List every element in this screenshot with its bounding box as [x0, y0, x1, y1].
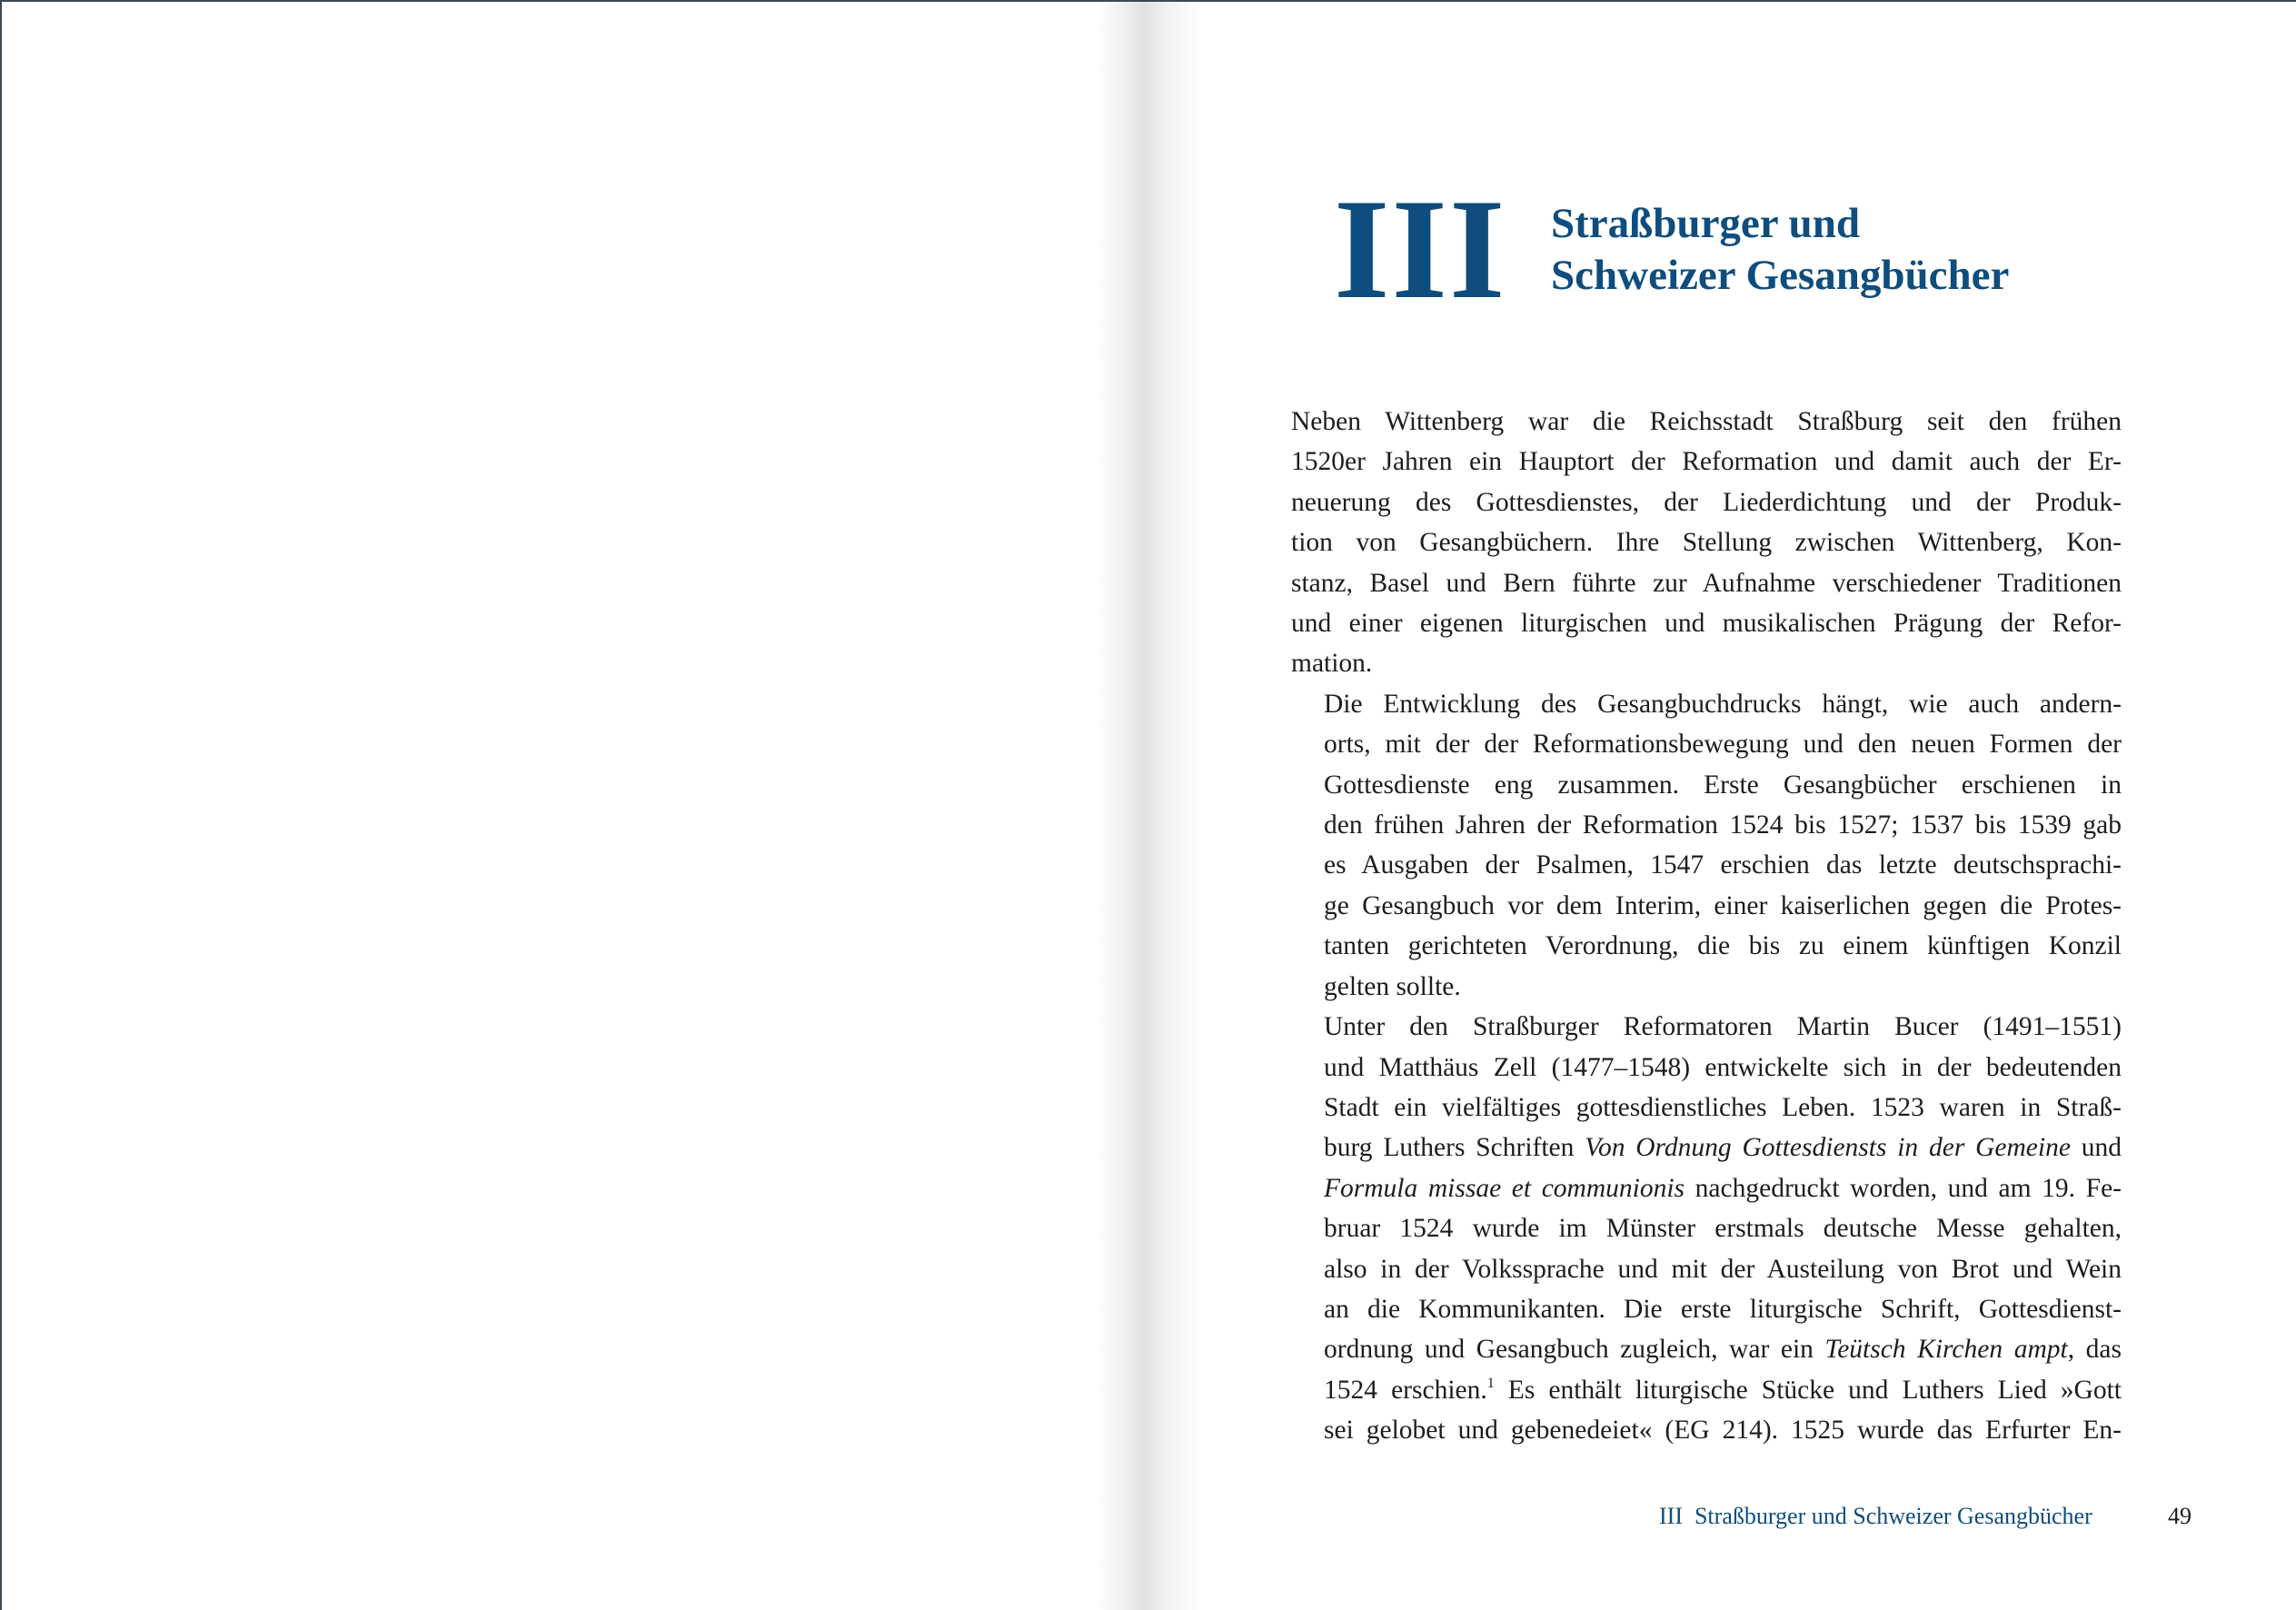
text-segment: Es enthält liturgische Stücke und Luthers Lied »Gott	[1494, 1375, 2122, 1405]
page-number: 49	[2168, 1503, 2192, 1529]
running-head: III Straßburger und Schweizer Gesangbücher	[1659, 1503, 2092, 1529]
page-gutter-shadow	[1097, 2, 1201, 1610]
text-line: neuerung des Gottesdienstes, der Liederdichtung und der Produk-	[1291, 487, 2122, 517]
book-title-italic: Von Ordnung Gottesdiensts in der Gemeine	[1585, 1133, 2071, 1163]
text-line: mation.	[1291, 649, 1373, 679]
text-line: und Matthäus Zell (1477–1548) entwickelte sich in der bedeutenden	[1324, 1052, 2122, 1082]
book-title-italic: Teütsch Kirchen ampt	[1824, 1335, 2068, 1365]
text-line: tion von Gesangbüchern. Ihre Stellung zwischen Wittenberg, Kon-	[1291, 528, 2122, 558]
text-line: bruar 1524 wurde im Münster erstmals deutsche Messe gehalten,	[1324, 1214, 2122, 1244]
text-segment: , das	[2067, 1335, 2122, 1365]
text-segment: 1524 erschien.	[1324, 1375, 1487, 1405]
text-line: Gottesdienste eng zusammen. Erste Gesangbücher erschienen in	[1324, 770, 2122, 800]
text-line: sei gelobet und gebenedeiet« (EG 214). 1525 wurde das Erfurter En-	[1324, 1416, 2122, 1446]
text-line: den frühen Jahren der Reformation 1524 bis 1527; 1537 bis 1539 gab	[1324, 810, 2122, 840]
text-line: orts, mit der der Reformationsbewegung und den neuen Formen der	[1324, 730, 2122, 760]
text-line: Unter den Straßburger Reformatoren Martin Bucer (1491–1551)	[1324, 1012, 2122, 1042]
text-line	[1291, 1168, 2122, 1208]
text-line: stanz, Basel und Bern führte zur Aufnahme verschiedener Traditionen	[1291, 568, 2122, 598]
left-page-blank	[2, 2, 1106, 1610]
body-text	[1291, 402, 2122, 1451]
chapter-numeral: III	[1334, 170, 1507, 329]
book-title-italic: Formula missae et communionis	[1324, 1173, 1685, 1203]
text-line: Neben Wittenberg war die Reichsstadt Straßburg seit den frühen	[1291, 407, 2122, 436]
text-line: gelten sollte.	[1324, 971, 1461, 1001]
paragraph-1	[1291, 402, 2122, 684]
text-line: tanten gerichteten Verordnung, die bis zu einem künftigen Konzil	[1324, 931, 2122, 961]
text-line: Stadt ein vielfältiges gottesdienstliches Leben. 1523 waren in Straß-	[1324, 1092, 2122, 1122]
text-segment: ordnung und Gesangbuch zugleich, war ein	[1324, 1335, 1825, 1365]
text-line: es Ausgaben der Psalmen, 1547 erschien das letzte deutschsprachi-	[1324, 850, 2122, 880]
chapter-title	[1551, 198, 2009, 302]
chapter-title-line-2: Schweizer Gesangbücher	[1551, 252, 2010, 299]
text-line: Die Entwicklung des Gesangbuchdrucks hängt, wie auch andern-	[1324, 689, 2122, 719]
text-line: an die Kommunikanten. Die erste liturgische Schrift, Gottesdienst-	[1324, 1294, 2122, 1324]
text-line: ge Gesangbuch vor dem Interim, einer kaiserlichen gegen die Protes-	[1324, 890, 2122, 920]
text-segment: und	[2070, 1133, 2122, 1163]
footnote-marker[interactable]: 1	[1486, 1375, 1495, 1391]
text-line: und einer eigenen liturgischen und musikalischen Prägung der Refor-	[1291, 609, 2122, 639]
text-segment: nachgedruckt worden, und am 19. Fe-	[1685, 1173, 2122, 1203]
text-line	[1291, 1128, 2122, 1168]
paragraph-3	[1291, 1007, 2122, 1450]
paragraph-2	[1291, 684, 2122, 1007]
text-line: also in der Volkssprache und mit der Austeilung von Brot und Wein	[1324, 1254, 2122, 1284]
text-line	[1291, 1329, 2122, 1369]
text-line: 1520er Jahren ein Hauptort der Reformation und damit auch der Er-	[1291, 447, 2122, 477]
text-segment: burg Luthers Schriften	[1324, 1133, 1585, 1163]
chapter-title-line-1: Straßburger und	[1551, 200, 1860, 247]
text-line	[1291, 1370, 2122, 1410]
